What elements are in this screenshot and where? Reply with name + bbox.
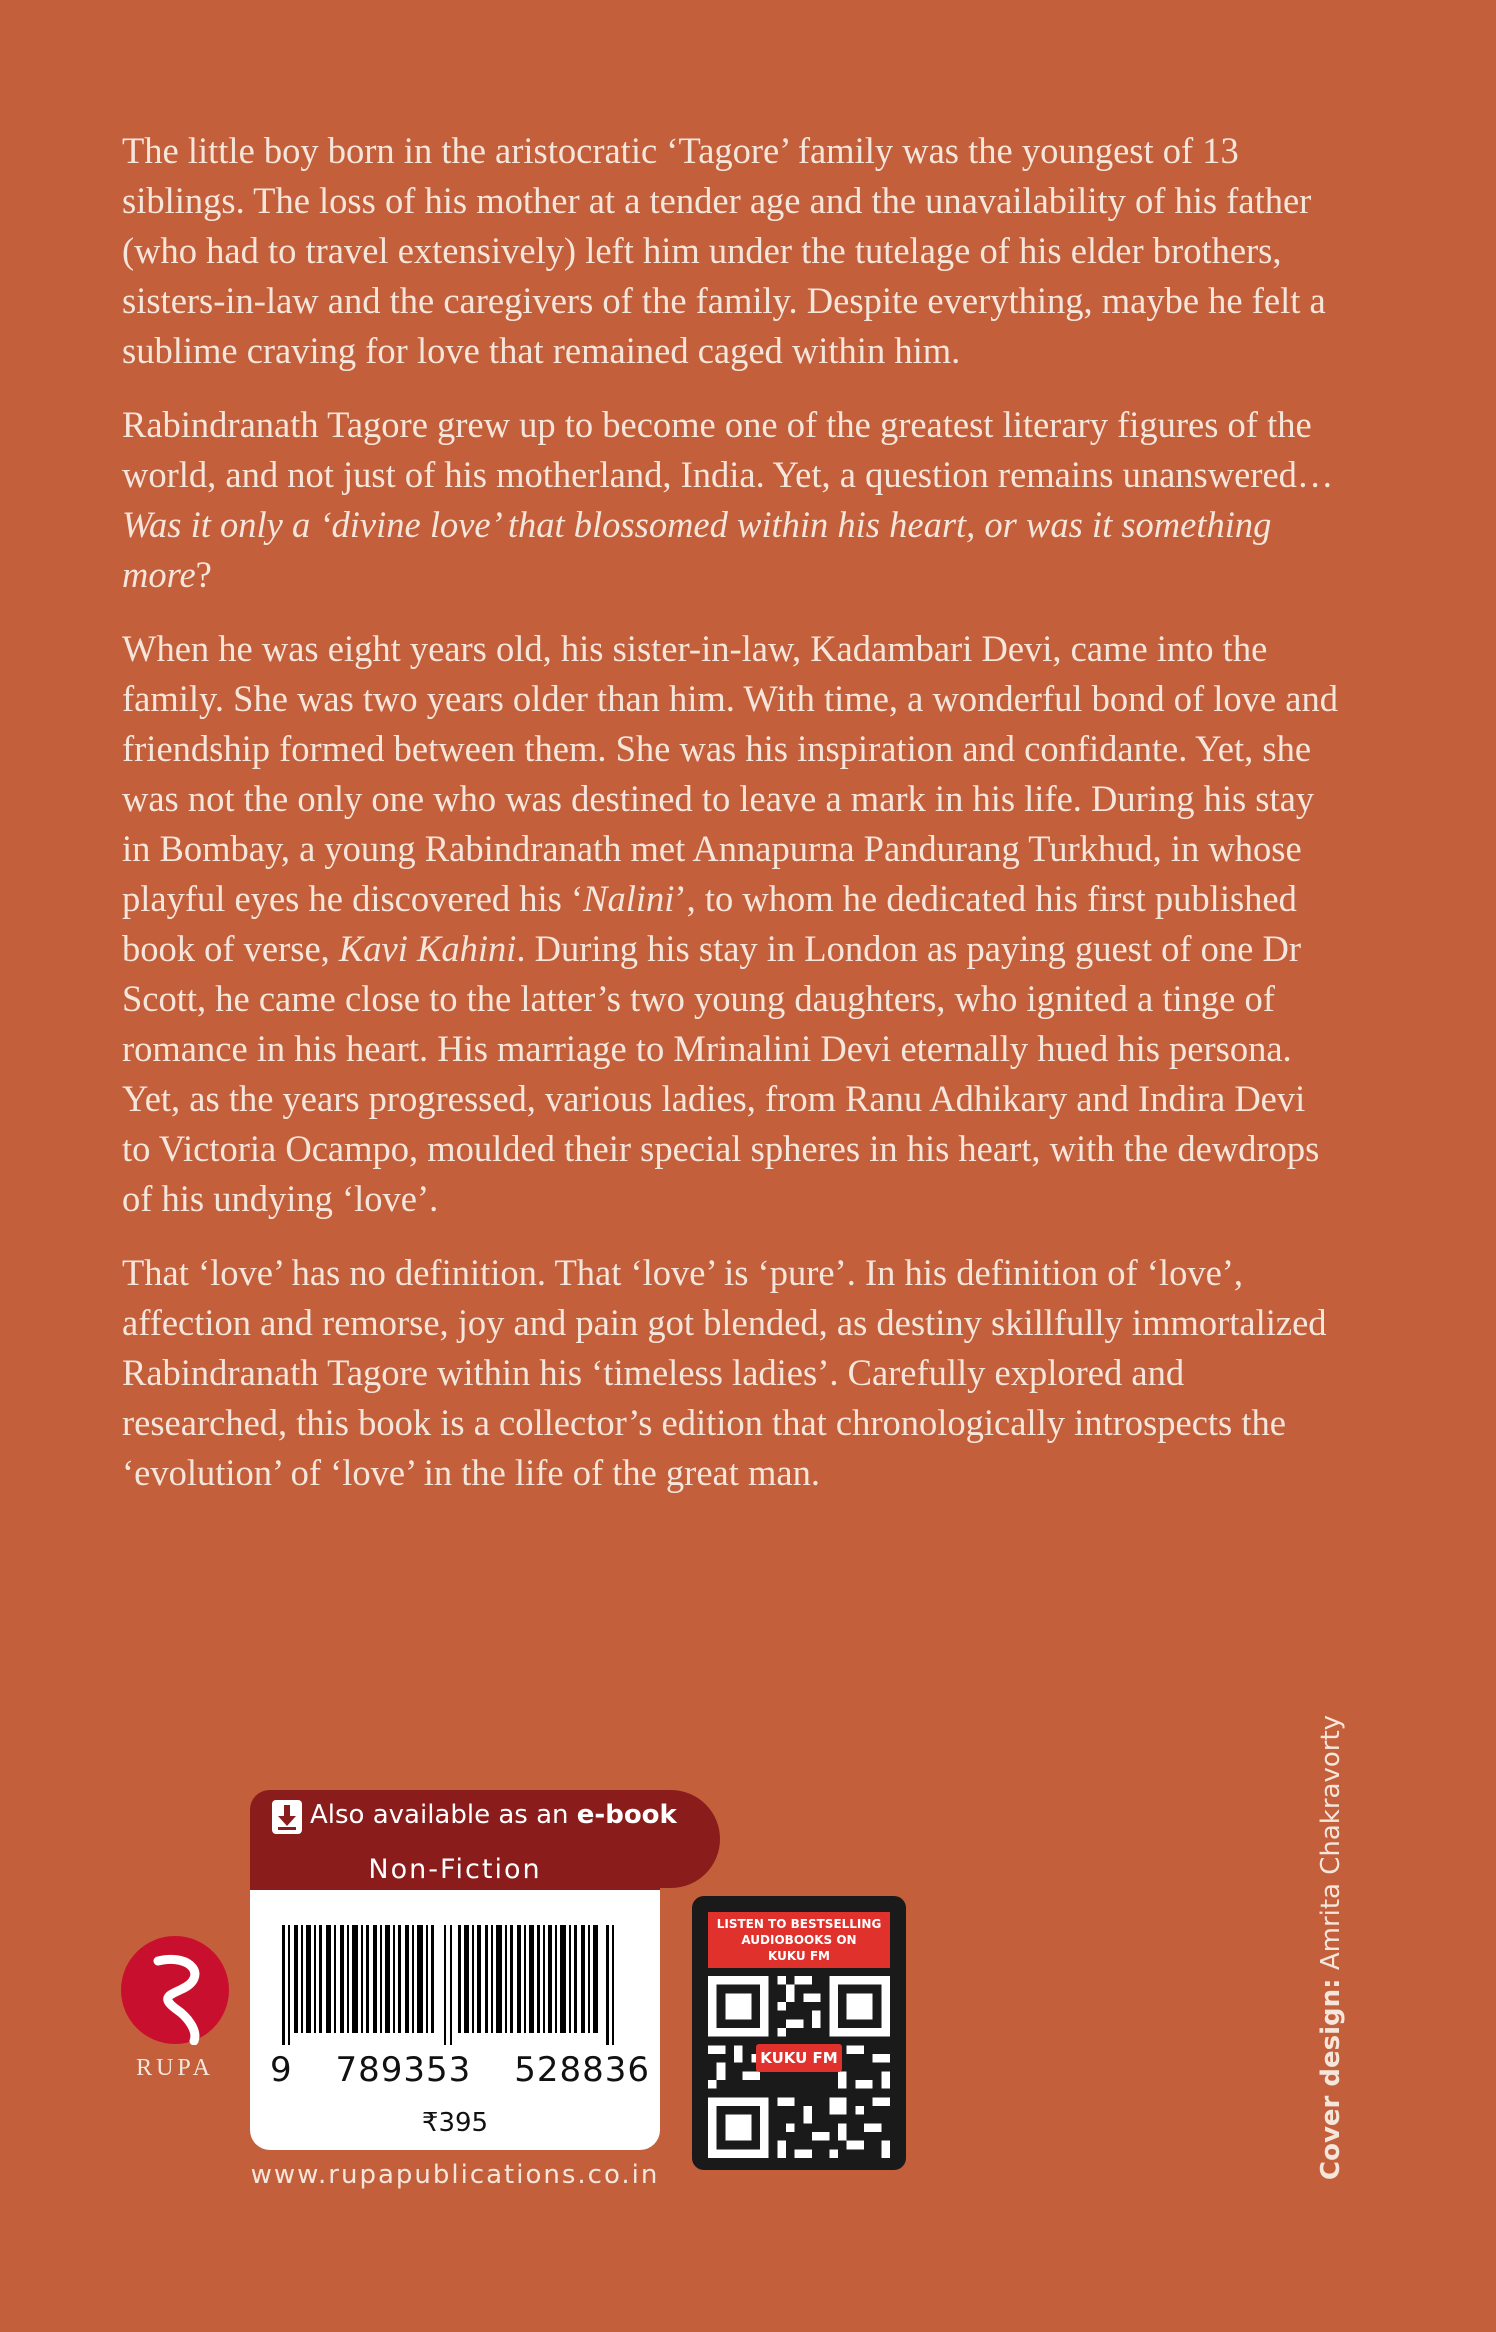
publisher-website[interactable]: www.rupapublications.co.in [250,2160,660,2190]
kuku-fm-logo: KUKU FM [756,2044,842,2072]
ebook-availability-text [310,1800,677,1830]
blurb-p3-text-b: ’, to whom he dedicated his first published book of verse, [122,878,1297,969]
price-label: ₹395 [421,2108,489,2138]
isbn-number [270,2050,650,2090]
blurb-paragraph-4: That ‘love’ has no definition. That ‘love’ is ‘pure’. In his definition of ‘love’, affection and remorse, joy and pain got blended, as destiny skillfully immortalized Rabindranath Tagore within his ‘timeless ladies’. Carefully explored and researched, this book is a collector’s edition that chronologically introspects the ‘evolution’ of ‘love’ in the life of the great man. [122,1252,1327,1493]
back-cover-blurb [122,126,1342,1522]
blurb-p3-nalini: Nalini [583,878,675,919]
isbn-group-2: 528836 [514,2050,650,2090]
promo-line-1: LISTEN TO BESTSELLING [716,1917,882,1931]
blurb-p2-text: Rabindranath Tagore grew up to become one of the greatest literary figures of the world, and not just of his motherland, India. Yet, a question remains unanswered… [122,404,1334,495]
blurb-paragraph-1: The little boy born in the aristocratic ‘Tagore’ family was the youngest of 13 siblings. The loss of his mother at a tender age and the unavailability of his father (who had to travel extensively) left him under the tutelage of his elder brothers, sisters-in-law and the caregivers of the family. Despite everything, maybe he felt a sublime craving for love that remained caged within him. [122,130,1326,371]
barcode-card [250,1850,660,2150]
audiobook-promo-banner [708,1912,890,1968]
cover-design-label: Cover design: [1316,1978,1346,2180]
rupa-logo-icon [120,1935,230,2045]
barcode-image [280,1925,630,2045]
cover-designer-name: Amrita Chakravorty [1316,1714,1346,1979]
blurb-p3-kavi-kahini: Kavi Kahini [338,928,517,969]
promo-line-3: KUKU FM [768,1949,830,1963]
ebook-prefix: Also available as an [310,1800,577,1830]
blurb-p2-end: ? [195,554,212,595]
download-icon [272,1800,302,1834]
blurb-paragraph-3 [122,624,1342,1224]
genre-label: Non-Fiction [250,1850,660,1890]
blurb-p3-text-a: When he was eight years old, his sister-in-law, Kadambari Devi, came into the family. She was two years older than him. With time, a wonderful bond of love and friendship formed between them. She was his inspiration and confidante. Yet, she was not the only one who was destined to leave a mark in his life. During his stay in Bombay, a young Rabindranath met Annapurna Pandurang Turkhud, in whose playful eyes he discovered his ‘ [122,628,1338,919]
isbn-group-1: 789353 [335,2050,472,2090]
blurb-p3-text-c: . During his stay in London as paying guest of one Dr Scott, he came close to the latter’s two young daughters, who ignited a tinge of romance in his heart. His marriage to Mrinalini Devi eternally hued his persona. Yet, as the years progressed, various ladies, from Ranu Adhikary and Indira Devi to Victoria Ocampo, moulded their special spheres in his heart, with the dewdrops of his undying ‘love’. [122,928,1320,1219]
blurb-paragraph-2 [122,400,1342,600]
cover-design-credit [1316,1715,1346,2180]
kuku-fm-qr-card[interactable] [692,1896,906,2170]
ebook-label: e-book [576,1800,677,1830]
blurb-p2-italic: Was it only a ‘divine love’ that blossomed within his heart, or was it something more [122,504,1272,595]
publisher-name: RUPA [136,2055,214,2081]
isbn-prefix-digit: 9 [270,2050,293,2090]
promo-line-2: AUDIOBOOKS ON [741,1933,857,1947]
